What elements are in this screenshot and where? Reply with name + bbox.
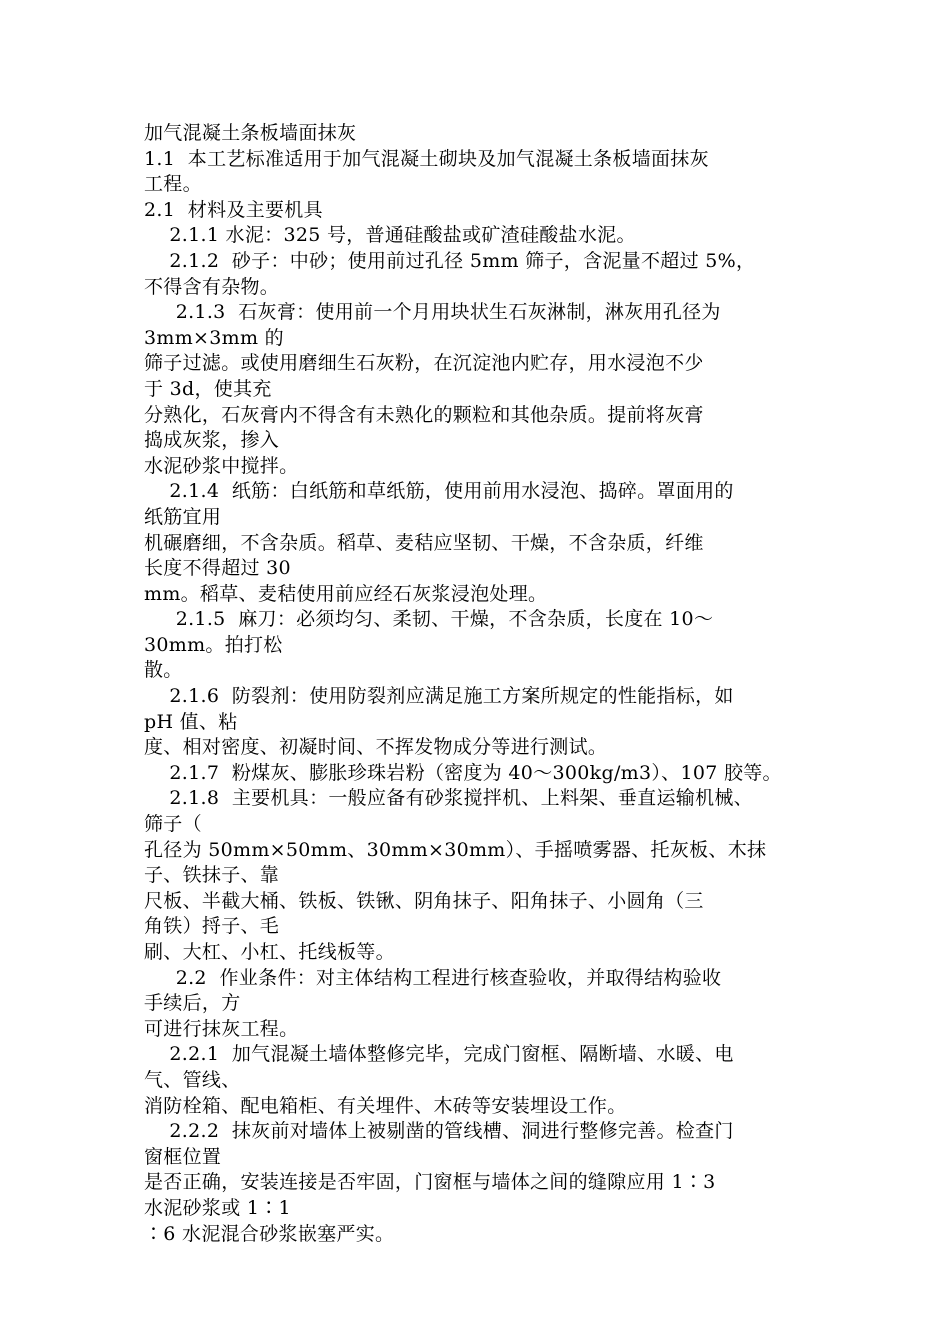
text-line: pH 值、粘 [144,710,238,733]
text-line: 是否正确，安装连接是否牢固，门窗框与墙体之间的缝隙应用 1∶3 [144,1171,716,1194]
text-line: 消防栓箱、配电箱柜、有关埋件、木砖等安装埋设工作。 [144,1094,627,1117]
text-line: 2.1.2 砂子：中砂；使用前过孔径 5mm 筛子，含泥量不超过 5%， [144,249,756,272]
text-line: 2.1.6 防裂剂：使用防裂剂应满足施工方案所规定的性能指标，如 [144,685,734,708]
text-line: 捣成灰浆，掺入 [144,429,280,452]
text-line: 2.2 作业条件：对主体结构工程进行核查验收，并取得结构验收 [144,966,722,989]
text-line: 筛子过滤。或使用磨细生石灰粉，在沉淀池内贮存，用水浸泡不少 [144,352,704,375]
text-line: 窗框位置 [144,1145,222,1168]
text-line: 2.1 材料及主要机具 [144,198,323,221]
text-line: 30mm。拍打松 [144,633,283,656]
text-line: 刷、大杠、小杠、托线板等。 [144,941,395,963]
text-line: 2.1.7 粉煤灰、膨胀珍珠岩粉（密度为 40～300kg/m3）、107 胶等。 [144,761,782,784]
text-line: 水泥砂浆或 1∶1 [144,1196,291,1219]
text-line: 3mm×3mm 的 [144,326,284,349]
text-line: 2.1.3 石灰膏：使用前一个月用块状生石灰淋制，淋灰用孔径为 [144,301,721,324]
text-line: 气、管线、 [144,1068,241,1091]
text-line: 分熟化，石灰膏内不得含有未熟化的颗粒和其他杂质。提前将灰膏 [144,403,704,426]
text-line: 子、铁抹子、靠 [144,864,280,887]
text-line: 长度不得超过 30 [144,557,291,580]
text-line: 工程。 [144,173,202,196]
text-line: 可进行抹灰工程。 [144,1017,299,1040]
text-line: 2.1.1 水泥：325 号，普通硅酸盐或矿渣硅酸盐水泥。 [144,224,636,247]
text-line: mm。稻草、麦秸使用前应经石灰浆浸泡处理。 [144,582,548,605]
text-line: 加气混凝土条板墙面抹灰 [144,122,357,144]
text-line: 2.2.2 抹灰前对墙体上被剔凿的管线槽、洞进行整修完善。检查门 [144,1120,734,1143]
text-line: 筛子（ [144,813,202,836]
text-line: 2.1.8 主要机具：一般应备有砂浆搅拌机、上料架、垂直运输机械、 [144,787,753,810]
text-line: 散。 [144,659,183,682]
text-line: 不得含有杂物。 [144,275,280,298]
text-line: 2.1.5 麻刀：必须均匀、柔韧、干燥，不含杂质，长度在 10～ [144,608,714,631]
text-line: 2.2.1 加气混凝土墙体整修完毕，完成门窗框、隔断墙、水暖、电 [144,1043,734,1066]
text-line: 孔径为 50mm×50mm、30mm×30mm）、手摇喷雾器、托灰板、木抹 [144,838,767,861]
text-line: 尺板、半截大桶、铁板、铁锹、阴角抹子、阳角抹子、小圆角（三 [144,889,704,912]
text-line: 角铁）捋子、毛 [144,915,280,938]
text-line: 手续后，方 [144,992,241,1015]
text-line: 水泥砂浆中搅拌。 [144,454,299,477]
text-line: 2.1.4 纸筋：白纸筋和草纸筋，使用前用水浸泡、捣碎。罩面用的 [144,480,734,503]
text-line: 1.1 本工艺标准适用于加气混凝土砌块及加气混凝土条板墙面抹灰 [144,147,709,170]
text-line: ∶6 水泥混合砂浆嵌塞严实。 [144,1222,395,1245]
text-line: 于 3d，使其充 [144,377,272,400]
document-body [144,121,844,1247]
text-line: 纸筋宜用 [144,505,222,528]
text-line: 度、相对密度、初凝时间、不挥发物成分等进行测试。 [144,736,608,759]
text-line: 机碾磨细，不含杂质。稻草、麦秸应坚韧、干燥，不含杂质，纤维 [144,531,704,554]
